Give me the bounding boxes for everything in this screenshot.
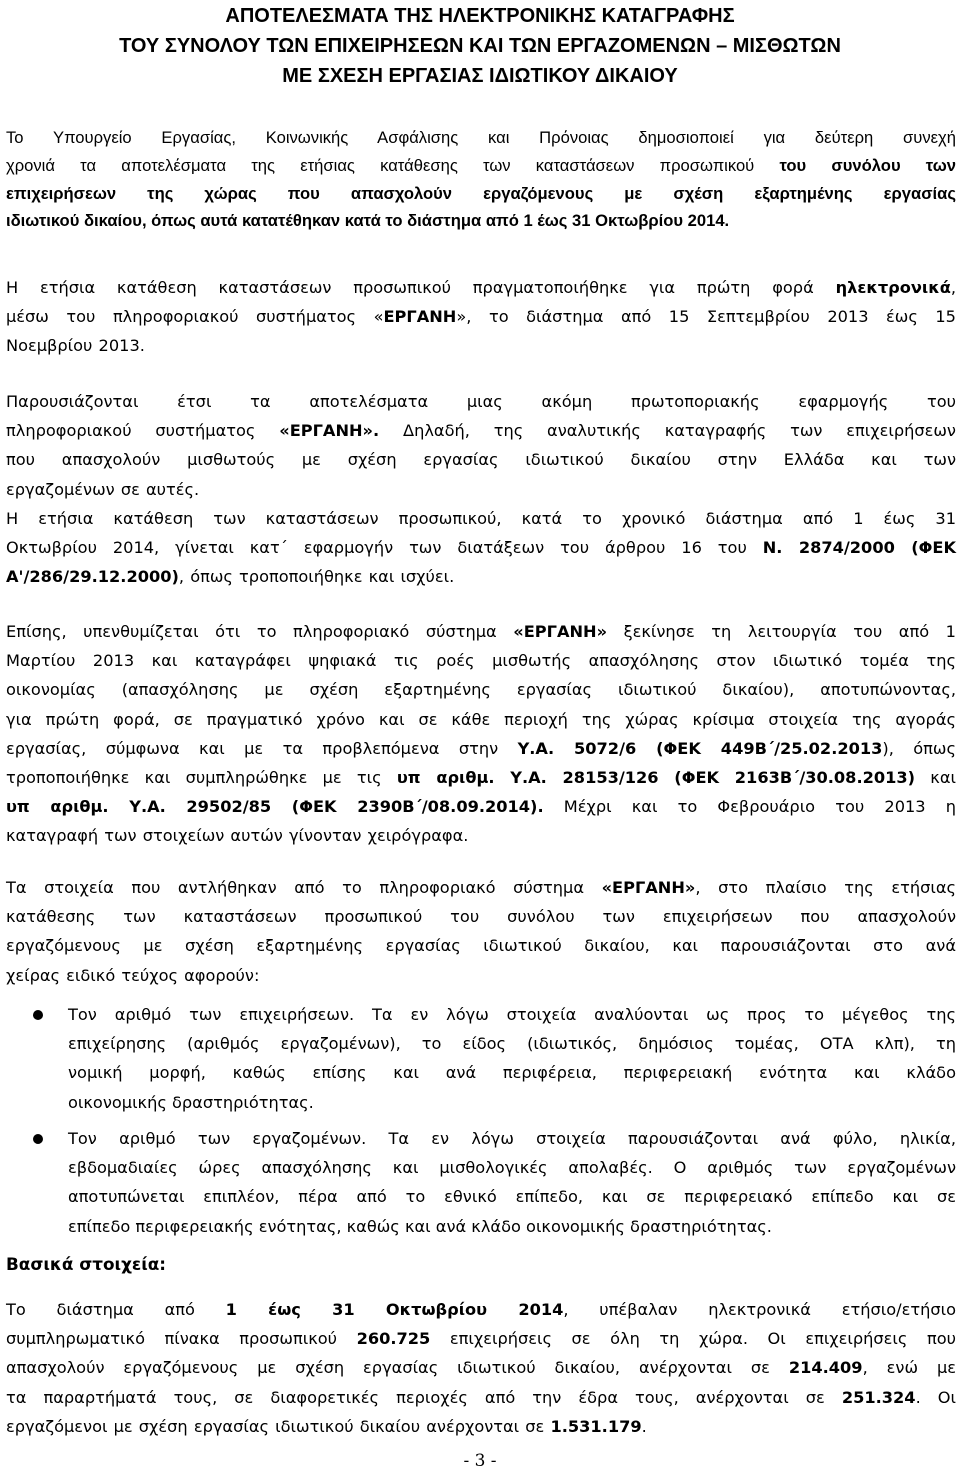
paragraph-ergani-system: Επίσης, υπενθυμίζεται ότι το πληροφοριακό σύστημα «ΕΡΓΑΝΗ» ξεκίνησε τη λειτουργία του από 1 Μαρτίου 2013 και καταγράφει ψηφιακά τις ροές μισθωτής απασχόλησης στον ιδιωτικό τομέα της οικονομίας (απασχόλησης με σχέση εξαρτημένης εργασίας ιδιωτικού δικαίου), αποτυπώνοντας, για πρώτη φορά, σε πραγματικό χρόνο και σε κάθε περιοχή της χώρας κρίσιμα στοιχεία της αγοράς εργασίας, σύμφωνα και με τα προβλεπόμενα στην Υ.Α. 5072/6 (ΦΕΚ 449Β΄/25.02.2013), όπως τροποποιήθηκε και συμπληρώθηκε με τις υπ αριθμ. Υ.Α. 28153/126 (ΦΕΚ 2163Β΄/30.08.2013) και υπ αριθμ. Υ.Α. 29502/85 (ΦΕΚ 2390Β΄/08.09.2014). Μέχρι και το Φεβρουάριο του 2013 η καταγραφή των στοιχείων αυτών γίνονταν χειρόγραφα. (6, 622, 956, 846)
paragraph-key-figures: Το διάστημα από 1 έως 31 Οκτωβρίου 2014, υπέβαλαν ηλεκτρονικά ετήσιο/ετήσιο συμπληρωματικό πίνακα προσωπικού 260.725 επιχειρήσεις σε όλη τη χώρα. Οι επιχειρήσεις που απασχολούν εργαζόμενους με σχέση εργασίας ιδιωτικού δικαίου, ανέρχονται σε 214.409, ενώ με τα παραρτήματά τους, σε διαφορετικές περιοχές από την έδρα τους, ανέρχονται σε 251.324. Οι εργαζόμενοι με σχέση εργασίας ιδιωτικού δικαίου ανέρχονται σε 1.531.179. (6, 1300, 957, 1436)
intro-line-1: Το Υπουργείο Εργασίας, Κοινωνικής Ασφάλισης και Πρόνοιας δημοσιοποιεί για δεύτερη συνεχή (6, 128, 956, 147)
list-item: Τον αριθμό των επιχειρήσεων. Τα εν λόγω στοιχεία αναλύονται ως προς το μέγεθος της επιχείρησης (αριθμός εργαζομένων), το είδος (ιδιωτικός, δημόσιος τομέας, ΟΤΑ κλπ), τη νομική μορφή, καθώς επίσης και ανά περιφέρεια, περιφερειακή ενότητα και κλάδο οικονομικής δραστηριότητας. (68, 1005, 956, 1112)
paragraph-electronic-filing (6, 273, 956, 361)
title-line-2: ΤΟΥ ΣΥΝΟΛΟΥ ΤΩΝ ΕΠΙΧΕΙΡΗΣΕΩΝ ΚΑΙ ΤΩΝ ΕΡΓΑΖΟΜΕΝΩΝ – ΜΙΣΘΩΤΩΝ (119, 35, 841, 57)
title-line-3: ΜΕ ΣΧΕΣΗ ΕΡΓΑΣΙΑΣ ΙΔΙΩΤΙΚΟΥ ΔΙΚΑΙΟΥ (282, 65, 678, 87)
page-number: - 3 - (463, 1451, 497, 1471)
intro-line-2: χρονιά τα αποτελέσματα της ετήσιας κατάθεσης των καταστάσεων προσωπικού του συνόλου των (6, 155, 956, 175)
paragraph-results: Παρουσιάζονται έτσι τα αποτελέσματα μιας ακόμη πρωτοποριακής εφαρμογής του πληροφοριακού συστήματος «ΕΡΓΑΝΗ». Δηλαδή, της αναλυτικής καταγραφής των επιχειρήσεων που απασχολούν μισθωτούς με σχέση εργασίας ιδιωτικού δικαίου στην Ελλάδα και των εργαζομένων σε αυτές. Η ετήσια κατάθεση των καταστάσεων προσωπικού, κατά το χρονικό διάστημα από 1 έως 31 Οκτωβρίου 2014, γίνεται κατ΄ εφαρμογήν των διατάξεων του άρθρου 16 του Ν. 2874/2000 (ΦΕΚ Α'/286/29.12.2000), όπως τροποποιήθηκε και ισχύει. (6, 392, 957, 587)
title-line-1: ΑΠΟΤΕΛΕΣΜΑΤΑ ΤΗΣ ΗΛΕΚΤΡΟΝΙΚΗΣ ΚΑΤΑΓΡΑΦΗΣ (225, 5, 735, 27)
document-title (0, 1, 960, 91)
p2-line-3: Νοεμβρίου 2013. (6, 336, 145, 356)
intro-line-3: επιχειρήσεων της χώρας που απασχολούν εργαζόμενους με σχέση εξαρτημένης εργασίας (6, 183, 956, 203)
p2-line-2: μέσω του πληροφοριακού συστήματος «ΕΡΓΑΝΗ», το διάστημα από 15 Σεπτεμβρίου 2013 έως 15 (6, 307, 956, 327)
intro-line-4: ιδιωτικού δικαίου, όπως αυτά κατατέθηκαν κατά το διάστημα από 1 έως 31 Οκτωβρίου 2014. (6, 211, 730, 231)
intro-paragraph (6, 124, 956, 235)
bullet-icon (33, 1010, 43, 1020)
bullet-icon (33, 1134, 43, 1144)
list-item: Τον αριθμό των εργαζομένων. Τα εν λόγω στοιχεία παρουσιάζονται ανά φύλο, ηλικία, εβδομαδιαίες ώρες απασχόλησης και μισθολογικές απολαβές. Ο αριθμός των εργαζομένων αποτυπώνεται επιπλέον, πέρα από το εθνικό επίπεδο, και σε περιφερειακό επίπεδο και σε επίπεδο περιφερειακής ενότητας, καθώς και ανά κλάδο οικονομικής δραστηριότητας. (68, 1129, 956, 1236)
p2-line-1: Η ετήσια κατάθεση καταστάσεων προσωπικού πραγματοποιήθηκε για πρώτη φορά ηλεκτρονικά, (6, 278, 956, 297)
section-heading: Βασικά στοιχεία: (6, 1254, 167, 1274)
paragraph-data-scope: Τα στοιχεία που αντλήθηκαν από το πληροφοριακό σύστημα «ΕΡΓΑΝΗ», στο πλαίσιο της ετήσιας κατάθεσης των καταστάσεων προσωπικού του συνόλου των επιχειρήσεων που απασχολούν εργαζόμενους με σχέση εξαρτημένης εργασίας ιδιωτικού δικαίου, και παρουσιάζονται στο ανά χείρας ειδικό τεύχος αφορούν: (6, 878, 956, 985)
